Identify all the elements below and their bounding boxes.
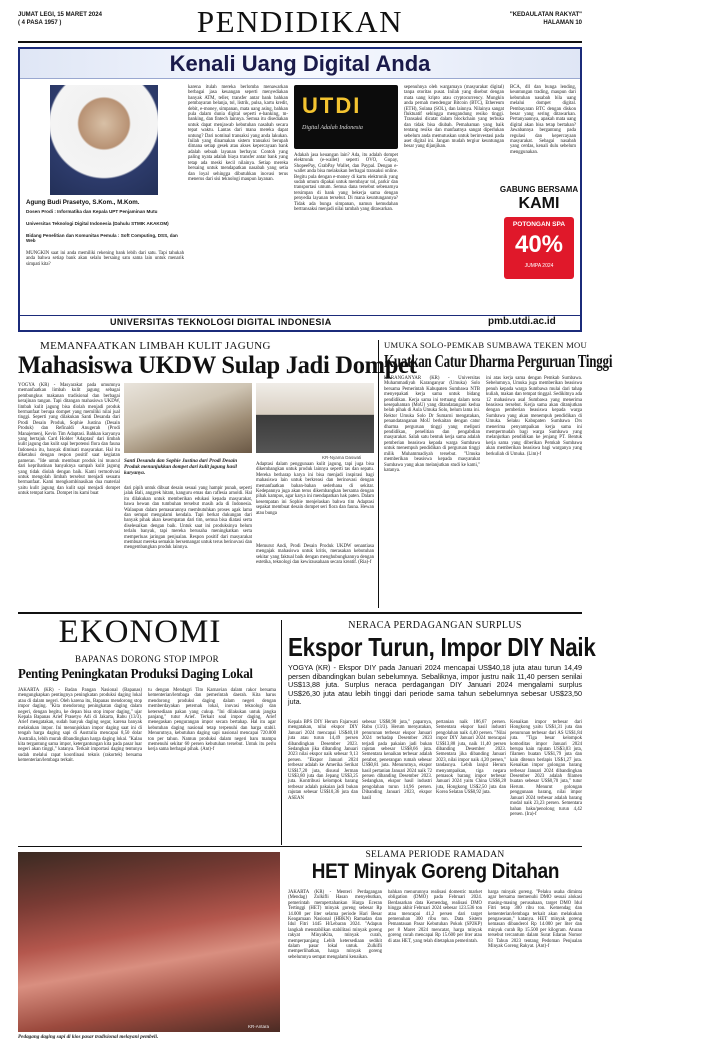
- ad-person-role3: Bidang Penelitian dan Komunitas Pemula : Soft Computing, DSS, dan Web: [26, 233, 178, 244]
- article2-headline-text: Kuatkan Catur Dharma Perguruan Tinggi: [384, 351, 613, 371]
- ad-person-role2: Universitas Teknologi Digital Indonesia (Dahulu STMIK AKAKOM): [26, 221, 169, 226]
- vertical-divider: [378, 340, 379, 608]
- ad-person-photo: [50, 85, 158, 195]
- ad-text-col3: Adakah jasa keuangan lain? Ada, itu adalah dompet elektronik (e-wallet) seperti OVO, Gopay, ShopeePay, GrabPay Wallet, dan Paypal. Dengan e-wallet anda bisa melakukan berbagai transaksi online. Begitu pula dengan e-money di kartu elektronik yang sudah umum dipakai untuk membayar tol, parkir dan transportasi umum. Semua dana tersebut sebenarnya tersimpan di bank yang bekerja sama dengan penyedia layanan tersebut. Di mana keuntungannya? Tidak ada bunga simpanan, namun kemudahan bertransaksi menjadi nilai tambah yang ditawarkan.: [294, 153, 398, 213]
- article3-headline: [18, 665, 276, 685]
- article2-col2: ini atas kerja sama dengan Pemkab Sumbawa. Sebelumnya, Umuka juga memberikan beasiswa penuh kepada warga Sumbawa mulai dari tahap kuliah, makan dan tempat tinggal. Sedikitnya ada 12 mahasiswa asal Sumbawa yang menerima beasiswa tersebut. Kerja sama akan ditanjutkan dengan pemberian beasiswa kepada warga Sumbawa yang akan menempuh pendidikan di Umuka. Selaku Kabupaten Sumbawa Drs menerima penyampaikan kerja sama ini mempermudah bagi warga Sumbawa yang melanjutkan pendidikan ke jenjang PT. Bentuk kerja sama yang diberikan Pemkab Sumbawa akan memberikan beasiswa bagi warganya yang berkuliah di Umuka. (Lim)-f: [486, 376, 582, 457]
- promo-percent: 40%: [514, 231, 564, 258]
- article3-col2: tu dengan Mendagri Tito Karnavian dalam rakor bersama kementerian/lembaga dan pemerintah daerah. Kita harus mendorong produksi daging dalam negeri dengan memberdayakan peternak lokal, inovasi teknologi dan ketersediaan pakan yang cukup. "Ini dilakukan untuk jangka panjang," tutur Arief. Terkait soal impor daging, Arief menegaskan pengurangan impor secara bertahap. Hal itu agar kebutuhan daging nasional tetap terpenuhi dan harga stabil. Menurutnya, kebutuhan daging sapi nasional mencapai 720.000 ton per tahun. Namun produksi dalam negeri baru mampu memenuhi sekitar 60 persen kebutuhan tersebut. Untuk itu perlu kerja sama berbagai pihak. (Ant)-f: [148, 688, 276, 753]
- article1-col1: YOGYA (KR) - Masyarakat pada umumnya memanfaatkan limbah kulit jagung sebagai pembungkus makanan tradisional dan berbagai kerajinan tangan. Tapi ditangan mahasiswa UKDW, limbah kulit jagung bisa diolah menjadi produk bermanfaat berupa dompet yang memiliki nilai jual tinggi. Seperti yang dilakukan Santi Desanda dari Prodi Desain Produk, Sophie Justina (Desain Produk) dan Refinaldi Anugerah (Prodi Manajemen), Kevin Tim Adaptasi. Bahkan karyanya yang bertajuk Card Holder 'Adaptasi' dari limbah kulit jagung dan kulit sapi berpotensi flora dan fauna Indonesia itu, banyak diminati masyarakat. Hal itu diketahui dengan respon positif saat kegiatan pameran. "Ide untuk membuat produk ini muncul dari keprihatinan banyaknya sampah kulit jagung yang tidak diolah dengan baik. Kami termotivasi untuk mengolah limbah tersebut menjadi sesuatu bermanfaat. Kami mengkombinasikan dua material yaitu kulit jagung dan kulit sapi menjadi dompet untuk tempat kartu. Dompet itu kami buat: [18, 383, 120, 497]
- article2-headline: [384, 351, 613, 373]
- ad-footer-university: UNIVERSITAS TEKNOLOGI DIGITAL INDONESIA: [110, 317, 332, 327]
- article1-photo-credit: KR-Nyama Daswati: [322, 455, 362, 460]
- article3-col1: JAKARTA (KR) - Badan Pangan Nasional (Bapanas) mengungkapkan pentingnya peningkatan produksi daging lokal atau di dalam negeri. Oleh karena itu, Bapanas mendorong stop impor daging. "Kita mendorong peningkatan daging dalam negeri, dengan begitu, ke depan bisa stop impor daging," ujar Kepala Bapanas Arief Prasetyo Adi di Jakarta, Rabu (13/3). Arief mengatakan, sudah banyak daging segar, karena banyak melakukan impor. Ini menunjukkan impor daging saat ini di tengah harga daging sapi di Australia mencapai 8,50 dolar Australia, lebih murah dibandingkan harga daging lokal. "Kalau kita tergantung sama impor, ketergantungan kita pada pasar luar negeri akan tinggi," katanya. Terkait importasi daging tentunya sudah melalui rapat koordinasi teknis (rakortek) bersama kementerian/lembaga terkait.: [18, 688, 142, 764]
- bottom-rule: [18, 846, 582, 847]
- article5-col1: JAKARTA (KR) - Menteri Perdagangan (Mendag) Zulkifli Hasan menyebutkan, pemerintah mempertahankan Harga Eceran Tertinggi (HET) minyak goreng sebesar Rp 14.000 per liter selama periode Hari Besar Keagamaan Nasional (HBKN) Ramadan dan Idul Fitri 1445 H/Lebaran 2024. "Adapun langkah menstabilkan stabilitasi minyak goreng rakyat MinyaKita, minyak curah, memperpanjang Lebih ketersediaan sedikit dalam pasar lokal untuk. Zulkifli memperlihatkan, harga minyak goreng sebelumnya sempat mengalami kenaikan.: [288, 890, 382, 960]
- article4-col1: Kepala BPS DIY Herum Fajarwati mengatakan, nilai ekspor DIY Januari 2024 mencapai US$40,18 juta atau turun 14,49 persen dibandingkan Desember 2023. Sedangkan jika dibanding Januari 2023 nilai ekspor naik sebesar 9,13 persen. "Ekspor Januari 2024 terbesar adalah ke Amerika Serikat US$17,20 juta, disusul Jerman US$3,80 juta dan Jepang US$3,25 juta. Kontribusi kelompok barang terbesar adalah pakaian jadi bukan rajutan sebesar US$10,36 juta dan ASEAN: [288, 720, 358, 801]
- article3-kicker: BAPANAS DORONG STOP IMPOR: [75, 654, 219, 664]
- article4-kicker: NERACA PERDAGANGAN SURPLUS: [348, 620, 522, 631]
- ad-title: Kenali Uang Digital Anda: [169, 51, 431, 76]
- article1-photo: [124, 383, 252, 453]
- article4-col3: pertanian naik 186,67 persen. Sementara ekspor hasil industri pengolahan naik 4,40 persen. "Nilai impor DIY Januari 2024 mencapai US$13,88 juta, naik 11,40 persen dibanding Desember 2023. Sementara jika dibanding Januari 2023, nilai impor naik 4,20 persen," tandasnya. Lebih lanjut Herum menyampaikan, tiga negara pemasok barang impor terbesar Januari 2024 yaitu China US$6,28 juta, Hongkong US$2,50 juta dan Korea Selatan US$0,92 juta.: [436, 720, 506, 796]
- ad-person-name: Agung Budi Prasetyo, S.Kom., M.Kom.: [26, 199, 140, 206]
- article1-col2: dari pipih untuk dibuat desain sesuai yang hampir punah, seperti jalak Bali, anggrek hitam, kanguru emas dan raflesia arnoldi. Hal itu dilakukan untuk memberikan edukasi kepada masyarakat, bawa hewan dan tumbuhan tersebut masih ada di Indonesia. Walaupun dalam pemasarannya membutuhkan proses agak lama dan sempat mengalami kendala. Tapi berkat dukungan dari banyak pihak akan kesempatan dari tim, semua bisa diatasi serta diselesaikan dengan baik. Untuk saat ini produksinya belum terlalu banyak, tapi mereka berusaha meningkatkan serta memperluas jaringan penjualan. Respon positif dari masyarakat membuat mereka semakin bersemangat untuk terus berinovasi dan mengembangkan produk lainnya.: [124, 486, 252, 551]
- ad-logo-box: [294, 85, 398, 149]
- ad-promo-box: [498, 183, 580, 315]
- masthead: [18, 4, 582, 44]
- ad-footer-website[interactable]: pmb.utdi.ac.id: [488, 316, 556, 327]
- article1-headline: [18, 352, 417, 380]
- article4-col2: sebesar US$0,90 juta," paparnya, Rabu (13/3). Herum menyatakan, penurunan terbesar ekspor Januari 2024 terhadap Desember 2023 terjadi pada pakaian jadi bukan rajutan sebesar US$8,66 juta. Sementara kenaikan terbesar adalah perabot, penerangan rumah sebesar US$0,81 juta. Menurutnya, ekspor hasil pertanian Januari 2024 naik 72 persen dibanding Desember 2023. Sedangkan, ekspor hasil industri pengolahan turun 14,96 persen. Dibanding Januari 2023, ekspor hasil: [362, 720, 432, 801]
- ad-title-bar: [20, 49, 580, 79]
- article4-lead: YOGYA (KR) - Ekspor DIY pada Januari 2024 mencapai US$40,18 juta atau turun 14,49 persen dibandingkan bulan sebelumnya. Sebaliknya, impor justru naik 11,40 persen senilai US$13,88 juta. Surplus neraca perdagangan DIY Januari 2024 mengalami surplus US$26,30 juta atau lebih tinggi dari periode sama tahun sebelumnya sebesar US$23,50 juta.: [288, 663, 582, 707]
- article2-kicker: UMUKA SOLO-PEMKAB SUMBAWA TEKEN MOU: [384, 340, 588, 350]
- article1-headline-text: Mahasiswa UKDW Sulap Jadi Dompet: [18, 352, 417, 379]
- section-title: PENDIDIKAN: [196, 4, 404, 39]
- article5-caption: Pedagang daging sapi di kios pasar tradisional melayani pembeli.: [18, 1034, 159, 1040]
- vertical-divider-2: [281, 620, 282, 845]
- article3-headline-text: Penting Peningkatan Produksi Daging Lokal: [18, 667, 253, 682]
- masthead-tagline: "KEDAULATAN RAKYAT": [509, 12, 582, 18]
- ad-text-col4: sepenuhnya oleh wargamaya (masyarakat digital) tanpa otoritas pusat. Inilah yang disebut dengan mata uang kripto atau cryptocurrency. Mungkin anda pernah mendengar Bitcoin (BTC), Ethereum (ETH), Solana (SOL), dan lainnya. Nilainya sangat fluktuatif sehingga mengandung resiko tinggi. Transaksi dicatat dalam blockchain yang terbuka dan tidak bisa diubah. Pemahaman yang baik tentang resiko dan manfaatnya sangat diperlukan sebelum anda memutuskan untuk berinvestasi pada aset digital ini. Jangan mudah tergiur keuntungan besar yang dijanjikan.: [404, 85, 504, 150]
- article2-col1: KARANGANYAR (KR) - Universitas Muhammadiyah Karanganyar (Umuka) Solo bersama Pemerintah Kabupaten Sumbawa NTB menyepakati kerja sama untuk bidang pendidikan. Kerja sama ini tertuang dalam nota kesepahaman (MoU) yang ditandatangani kedua belah pihak di Aula Umuka Solo, belum lama ini. Rektor Umuka Solo Dr Sumarni mengatakan, penandatanganan MoU berkaitan dengan catur dharma perguruan tinggi yang meliputi pendidikan, penelitian dan pengabdian masyarakat. Salah satu bentuk kerja sama adalah pemberian beasiswa kepada warga Sumbawa untuk menempuh pendidikan di perguruan tinggi milik Muhammadiyah tersebut. "Umuka memberikan beasiswa kepada masyarakat Sumbawa yang akan melanjutkan studi ke kami," katanya.: [384, 376, 480, 473]
- article1-col3: Adaptasi dalam penggunaan kulit jagung, tapi juga bisa dikembangkan untuk produk lainnya seperti tas dan sepatu. Mereka berharap karya ini bisa menjadi inspirasi bagi mahasiswa lain untuk berkreasi dan berinovasi dengan memanfaatkan bahan-bahan sederhana di sekitar. Kedepannya juga akan terus dikembangkan bersama dengan pihak kampus, agar karya ini mendapatkan hak paten. Dalam kesempatan ini Sophie menjelaskan bahwa tim Adaptasi sepakat membuat desain dompet seri flora dan fauna. Hewan atau bunga: [256, 462, 374, 516]
- masthead-rule: [18, 41, 582, 43]
- article5-col2: bahkan menurunnya realisasi domestic market obligation (DMO) pada Februari 2024. Berdasarkan data Kemendag, realisasi DMO hingga akhir Februari 2024 sebesar 123.536 ton atau mencapai 41,2 persen dari target pemenuhan 300 ribu ton. Data Sistem Pemantauan Pasar Kebutuhan Pokok (SP2KP) per 8 Maret 2024 mencatat, harga minyak goreng curah mencapai Rp 15.600 per liter atau di atas HET, yang telah ditetapkan pemerintah.: [388, 890, 482, 944]
- promo-title: GABUNG BERSAMA: [499, 185, 579, 194]
- article4-col4-visible: Kenaikan impor terbesar dari Hongkong yaitu US$1,31 juta dan penurunan terbesar dari AS US$1,84 juta. "Tiga besar kelompok komoditas impor Januari 2024 berupa kain rajutan US$3,03 juta, filamen buatan US$1,79 juta dan kain ditenun berlapis US$1,27 juta. Kenaikan impor golongan barang terbesar Januari 2024 dibandingkan Desember 2023 adalah filamen buatan sebesar US$0,70 juta," tutur Herum. Menurut golongan penggunaan barang, nilai impor Januari 2024 terbesar adalah barang modal naik 23,23 persen. Sementara bahan baku/penolong turun 4,42 persen. (Ira)-f: [510, 720, 582, 817]
- section2-title: EKONOMI: [58, 614, 222, 650]
- utdi-advertisement: [18, 47, 582, 332]
- article1-col4: Memurut Andi, Prodi Desain Produk UKDW senantiasa mengajak mahasiswa untuk kritis, merasakan kebutuhan sekitar yang faktual baik dengan menghubungkannya dengan estetika, teknologi dan kewirausahaan secara kreatif. (Ria)-f: [256, 544, 374, 566]
- article5-headline-text: HET Minyak Goreng Ditahan: [311, 860, 559, 883]
- article5-headline: [288, 860, 582, 886]
- article1-caption: Santi Desanda dan Sophie Justina dari Prodi Desain Produk menunjukkan dompet dari kulit jagung hasil karyanya.: [124, 458, 238, 476]
- article4-headline: [288, 632, 596, 662]
- page-number: HALAMAN 10: [543, 20, 582, 26]
- ad-text-col5: BCA, dll dan bunga lending, keuntungan trading, maupun dari kebutuhan nasabah bila uang melalui dompet digital. Pembayaran BTC dengan diskon besar yang sering ditawarkan. Pertanyaannya, apakah mata uang digital akan bisa tetap bertahan? Jawabannya bergantung pada regulasi dan kepercayaan masyarakat. Sebagai nasabah yang cerdas, kenali dulu sebelum menggunakan.: [510, 85, 576, 155]
- article1-kicker: MEMANFAATKAN LIMBAH KULIT JAGUNG: [40, 340, 271, 352]
- article4-headline-text: Ekspor Turun, Impor DIY Naik: [288, 632, 596, 662]
- utdi-logo: UTDI: [302, 93, 362, 118]
- ad-footer: [20, 315, 580, 330]
- utdi-logo-subtitle: Digital Adalah Indonesia: [302, 125, 363, 131]
- masthead-date: JUMAT LEGI, 15 MARET 2024: [18, 12, 102, 18]
- ad-text-col2: karena itulah mereka berlomba menawarkan berbagai jasa keuangan seperti menyediakan banyak ATM, teller, transfer antar bank bahkan pembayaran belanja, tol, listrik, pulsa, kartu kredit, debit, e-money, simpanan, mata uang asing, bahkan pula dalam dunia digital seperti e-banking, m-banking, dan fintech lainnya. Semua itu disediakan untuk dapat menjawab kebutuhan nasabah secara tepat waktu. Lantas dari mana mereka dapat untung? Dari nominal transaksi yang anda lakukan. Inilah yang dinamakan sistem transaksi berupah dimana setiap gesek atau akses kepercayaan bank adalah sebuah layanan berbayar. Contoh yang paling nyata adalah biaya transfer antar bank yang tetap ada meski kecil nilainya. Setiap mereka bersaing untuk mendapatkan nasabah yang setia dan loyal sehingga dibutuhkan inovasi terus menerus dari sisi teknologi maupun layanan.: [188, 85, 288, 182]
- ad-text-col1: MUNGKIN saat ini anda memiliki rekening bank lebih dari satu. Tapi tahukah anda bahwa setiap bank akan selalu bersaing satu sama lain untuk menarik simpati kita?: [26, 251, 184, 267]
- article5-col3: harga minyak goreng. "Pelaku usaha diminta agar bersama memenuhi DMO sesuai alokasi masing-masing perusahaan, target DMO Idul Fitri tetap 300 ribu ton. Kemendag dan kementerian/lembaga terkait akan melakukan pengawasan," katanya. HET minyak goreng kemasan dibanderol Rp 14.000 per liter dan minyak curah Rp 15.500 per kilogram. Aturan tersebut tercantum dalam Surat Edaran Nomor 03 Tahun 2023 tentang Pedoman Penjualan Minyak Goreng Rakyat. (Ant)-f: [488, 890, 582, 950]
- article1-photo2: [256, 383, 374, 453]
- article5-photo: [18, 852, 280, 1032]
- promo-badge: POTONGAN SPA: [512, 221, 566, 228]
- article5-kicker: SELAMA PERIODE RAMADAN: [365, 850, 505, 860]
- article5-photo-credit: KR-Antara: [248, 1024, 270, 1029]
- promo-badge-box: [504, 217, 574, 279]
- promo-period: JUMPA 2024: [524, 263, 554, 269]
- ad-person-role1: Dosen Prodi : Informatika dan Kepala UPT Penjaminan Mutu: [26, 209, 158, 214]
- promo-brand: KAMI: [518, 195, 560, 212]
- masthead-edition: ( 4 PASA 1957 ): [18, 20, 62, 26]
